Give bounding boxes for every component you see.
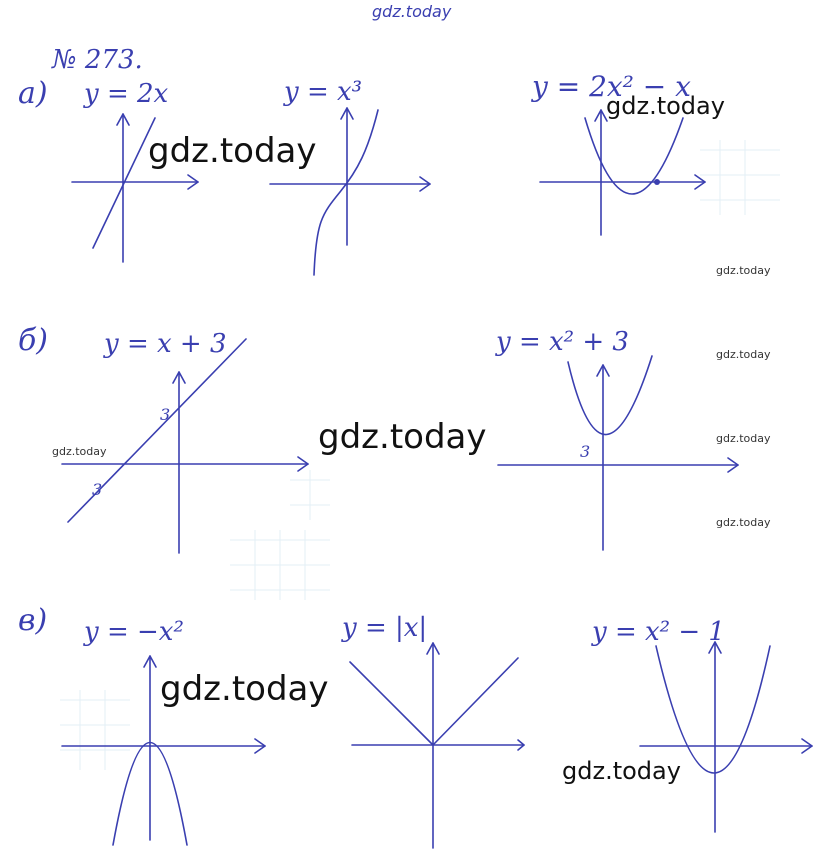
- watermark-large: gdz.today: [160, 669, 329, 709]
- x-intercept-label: 3: [92, 480, 103, 499]
- watermark-medium: gdz.today: [562, 757, 681, 785]
- formula-line-shifted: y = x + 3: [104, 329, 227, 359]
- graph-parabola-shifted: [540, 110, 705, 235]
- section-b-label: б): [18, 323, 49, 358]
- task-number: № 273.: [52, 45, 143, 75]
- curve-linear: [93, 118, 155, 248]
- graph-parabola-up: [498, 356, 738, 550]
- section-c-label: в): [18, 603, 48, 638]
- curve-abs: [350, 658, 518, 745]
- watermark-small: gdz.today: [52, 445, 107, 458]
- watermark-medium: gdz.today: [606, 92, 725, 120]
- formula-parabola-shifted: y = 2x² − x: [532, 70, 691, 103]
- watermark-small: gdz.today: [716, 264, 771, 277]
- graph-parabola-down-shift: [640, 642, 812, 832]
- vertex-label: 3: [580, 442, 591, 461]
- curve-parabola-down-shift: [656, 646, 770, 773]
- watermark-large: gdz.today: [318, 417, 487, 457]
- watermark-large: gdz.today: [148, 131, 317, 171]
- curve-cubic: [314, 110, 378, 275]
- formula-linear: y = 2x: [84, 79, 169, 109]
- formula-abs: y = |x|: [342, 613, 428, 643]
- curve-parabola-up: [568, 356, 652, 435]
- formula-parabola-up: y = x² + 3: [496, 327, 629, 357]
- watermark-small: gdz.today: [716, 516, 771, 529]
- watermark-small: gdz.today: [716, 432, 771, 445]
- graph-abs: [350, 643, 524, 848]
- formula-parabola-down: y = −x²: [84, 617, 184, 647]
- root-point: [654, 179, 660, 185]
- watermark-small: gdz.today: [716, 348, 771, 361]
- formula-cubic: y = x³: [284, 77, 363, 107]
- header-watermark: gdz.today: [372, 2, 452, 21]
- section-a-label: а): [18, 76, 48, 111]
- y-intercept-label: 3: [160, 405, 171, 424]
- formula-parabola-down-shift: y = x² − 1: [592, 617, 725, 647]
